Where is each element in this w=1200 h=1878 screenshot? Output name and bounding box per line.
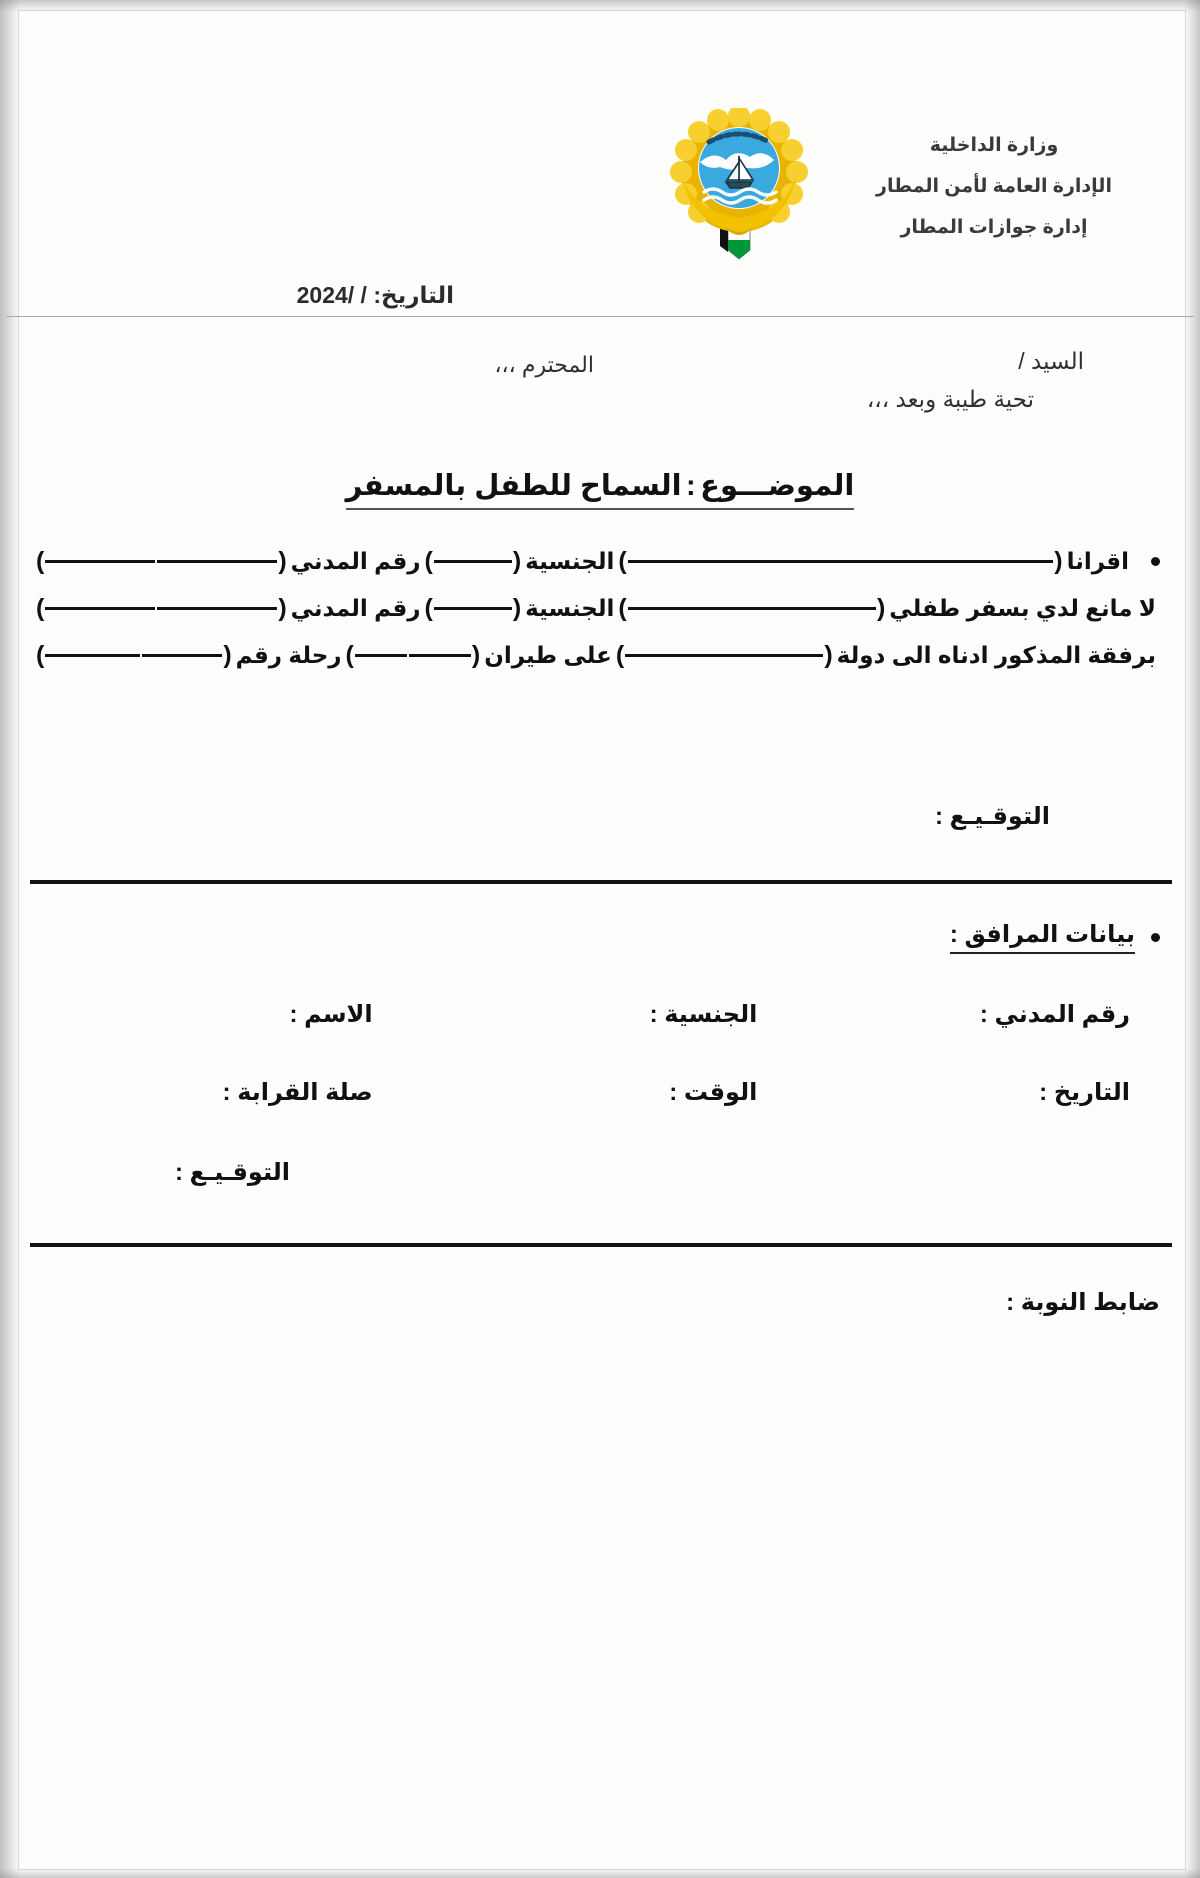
companion-signature-label[interactable]: التوقـيـع :	[174, 1159, 290, 1186]
scan-edge-bottom	[0, 1868, 1200, 1878]
companion-row-1	[40, 1000, 1160, 1029]
bullet-icon	[1151, 933, 1160, 942]
companion-nationality-label[interactable]: الجنسية :	[649, 1001, 758, 1028]
salutation-block	[56, 348, 1144, 428]
subject-separator: :	[686, 470, 696, 502]
name-blank-1[interactable]: ( )	[618, 547, 1063, 575]
subject-label: الموضـــوع	[700, 470, 855, 502]
companion-time-label[interactable]: الوقت :	[669, 1079, 758, 1106]
companion-row-2	[40, 1078, 1160, 1107]
civil-id-label-1: رقم المدني	[290, 548, 421, 574]
airline-blank[interactable]: ( )	[345, 641, 481, 669]
nationality-label-1: الجنسية	[525, 548, 615, 574]
declaration-signature-label[interactable]: التوقـيـع :	[934, 803, 1050, 830]
declaration-line-2	[36, 595, 1160, 622]
declaration-intro-1: اقرانا	[1066, 548, 1129, 574]
civil-id-blank-2[interactable]: ( )	[36, 594, 287, 622]
date-row	[56, 282, 1144, 316]
scan-edge-left	[0, 0, 20, 1878]
section-divider-1	[30, 880, 1172, 884]
civil-id-blank-1[interactable]: ( )	[36, 547, 287, 575]
declaration-line-1	[36, 548, 1160, 575]
declaration-intro-2: لا مانع لدي بسفر طفلي	[889, 595, 1156, 621]
declaration-line-3	[36, 642, 1160, 669]
date-field[interactable]: التاريخ: / /2024	[296, 282, 454, 308]
subject-underline	[346, 468, 855, 510]
flight-number-label: رحلة رقم	[235, 642, 342, 668]
companion-relationship-label[interactable]: صلة القرابة :	[222, 1079, 373, 1106]
subject-value: السماح للطفل بالمسفر	[345, 470, 682, 502]
header-line-department: إدارة جوازات المطار	[900, 217, 1088, 238]
scan-edge-right	[1184, 0, 1200, 1878]
greeting-label: تحية طيبة وبعد ،،،	[866, 386, 1034, 412]
nationality-blank-2[interactable]: ( )	[424, 594, 522, 622]
addressee-label: السيد /	[1018, 348, 1084, 374]
header-divider	[6, 316, 1194, 317]
header-line-directorate: الإدارة العامة لأمن المطار	[876, 176, 1112, 197]
document-header	[56, 108, 1144, 273]
companion-name-label[interactable]: الاسم :	[289, 1001, 373, 1028]
flight-number-blank[interactable]: ( )	[36, 641, 232, 669]
header-line-ministry: وزارة الداخلية	[929, 135, 1059, 156]
airline-label: على طيران	[484, 642, 612, 668]
declaration-intro-3: برفقة المذكور ادناه الى دولة	[836, 642, 1156, 668]
companion-section-heading	[950, 920, 1160, 954]
nationality-blank-1[interactable]: ( )	[424, 547, 522, 575]
destination-blank[interactable]: ( )	[615, 641, 833, 669]
child-name-blank[interactable]: ( )	[618, 594, 886, 622]
companion-heading-text: بيانات المرافق :	[950, 920, 1135, 954]
civil-id-label-2: رقم المدني	[290, 595, 421, 621]
subject-block	[0, 468, 1200, 510]
companion-civil-id-label[interactable]: رقم المدني :	[979, 1001, 1130, 1028]
companion-date-label[interactable]: التاريخ :	[1039, 1079, 1130, 1106]
section-divider-2	[30, 1243, 1172, 1247]
kuwait-state-emblem-icon	[664, 108, 814, 263]
respect-label: المحترم ،،،	[494, 352, 594, 377]
scan-edge-top	[0, 0, 1200, 12]
ministry-header-text	[844, 136, 1144, 259]
duty-officer-label[interactable]: ضابط النوبة :	[1006, 1289, 1160, 1316]
bullet-icon	[1151, 557, 1160, 566]
nationality-label-2: الجنسية	[525, 595, 615, 621]
declaration-body	[36, 548, 1160, 689]
